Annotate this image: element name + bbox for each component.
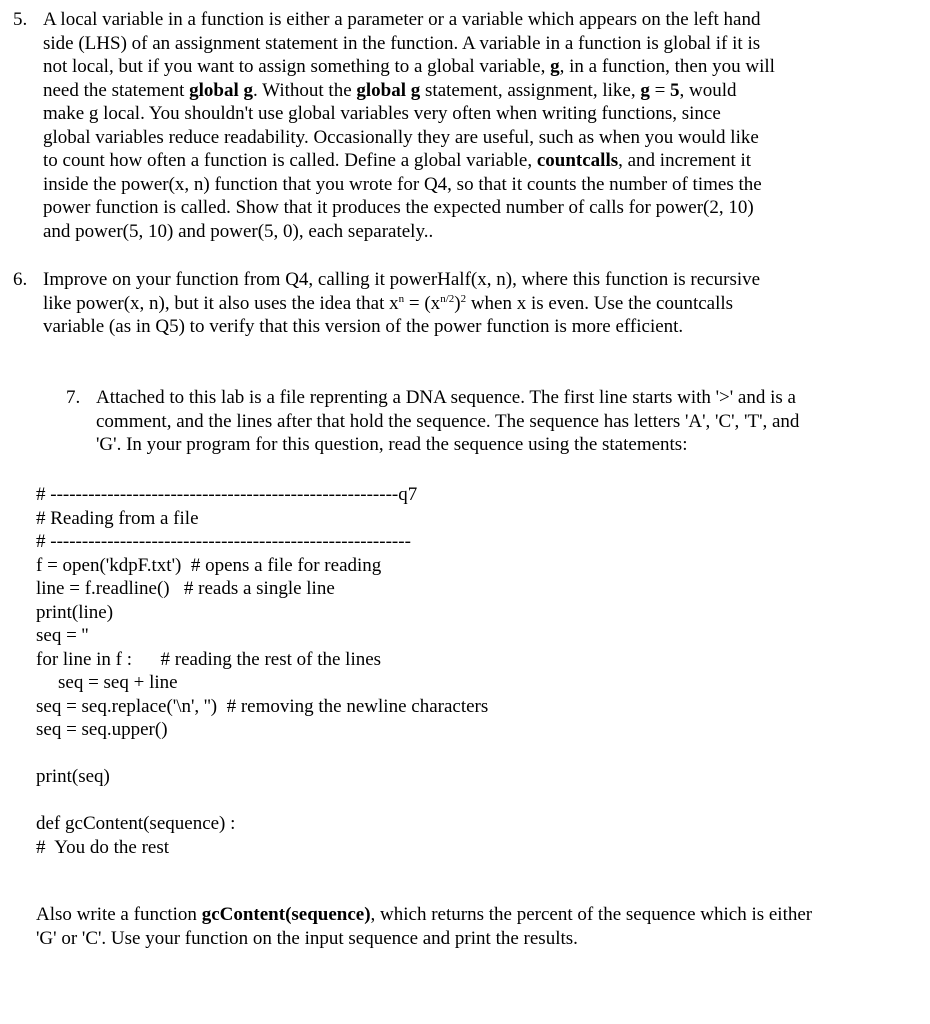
blank-line	[36, 742, 488, 766]
text-span: = (x	[404, 292, 441, 314]
text-span: when x is even. Use the countcalls	[466, 292, 734, 314]
text-span: not local, but if you want to assign something to a global variable,	[43, 56, 551, 77]
text-line: side (LHS) of an assignment statement in the function. A variable in a function is global if it is	[43, 32, 761, 54]
text-span: need the statement	[43, 79, 190, 101]
superscript: 2	[460, 292, 467, 305]
code-line: line = f.readline() # reads a single line	[36, 578, 335, 599]
question-number: 6.	[13, 269, 28, 290]
bold-term: g	[640, 79, 650, 101]
text-line: comment, and the lines after that hold the sequence. The sequence has letters 'A', 'C', 'T', and	[96, 410, 800, 432]
text-line	[36, 903, 916, 927]
text-line	[43, 292, 913, 316]
text-line: Improve on your function from Q4, calling it powerHalf(x, n), where this function is recursive	[43, 269, 761, 290]
code-line: # ---------------------------------------------------------	[36, 531, 411, 552]
code-line: print(seq)	[36, 766, 110, 787]
text-line: power function is called. Show that it produces the expected number of calls for power(2, 10)	[43, 197, 754, 218]
text-span: . Without the	[253, 79, 357, 101]
text-line: variable (as in Q5) to verify that this version of the power function is more efficient.	[43, 316, 684, 337]
bold-term: countcalls	[536, 150, 619, 171]
text-span: Also write a function	[36, 904, 202, 925]
code-line: # You do the rest	[36, 836, 170, 858]
text-line	[43, 79, 913, 103]
bold-term: global g	[356, 79, 421, 101]
bold-term: gcContent(sequence)	[201, 904, 371, 925]
text-span: like power(x, n), but it also uses the idea that x	[43, 292, 399, 314]
text-line: 'G' or 'C'. Use your function on the input sequence and print the results.	[36, 927, 578, 949]
text-line: inside the power(x, n) function that you wrote for Q4, so that it counts the number of times the	[43, 173, 762, 195]
text-line: Attached to this lab is a file reprenting a DNA sequence. The first line starts with '>' and is a	[96, 387, 796, 408]
blank-line	[36, 789, 488, 813]
question-number: 5.	[13, 9, 28, 30]
text-span: )	[454, 292, 461, 314]
text-line	[43, 55, 913, 79]
text-span: to count how often a function is called. Define a global variable,	[43, 150, 537, 171]
question-6	[13, 268, 913, 339]
question-7	[66, 386, 930, 457]
superscript: n	[398, 292, 405, 305]
text-span: , and increment it	[618, 150, 752, 171]
bold-term: g	[550, 56, 560, 77]
question-text	[43, 8, 913, 243]
text-span: , which returns the percent of the sequence which is either	[370, 904, 813, 925]
code-listing	[36, 483, 488, 859]
code-line: seq = seq.upper()	[36, 719, 168, 740]
text-span: , would	[679, 79, 737, 101]
text-span: =	[649, 79, 671, 101]
text-line: 'G'. In your program for this question, read the sequence using the statements:	[96, 434, 688, 455]
text-span: statement, assignment, like,	[420, 79, 641, 101]
code-line: for line in f : # reading the rest of the lines	[36, 648, 382, 670]
text-span: , in a function, then you will	[559, 56, 775, 77]
code-line: print(line)	[36, 601, 114, 623]
text-line: global variables reduce readability. Occasionally they are useful, such as when you would like	[43, 126, 759, 148]
text-line: make g local. You shouldn't use global variables very often when writing functions, since	[43, 103, 721, 124]
code-line: def gcContent(sequence) :	[36, 813, 236, 834]
question-5	[13, 8, 913, 243]
text-line	[43, 149, 913, 173]
text-line: A local variable in a function is either a parameter or a variable which appears on the left hand	[43, 9, 761, 30]
code-line: # -------------------------------------------------------q7	[36, 484, 418, 505]
also-instructions	[36, 903, 916, 950]
code-line: # Reading from a file	[36, 507, 199, 529]
question-text	[43, 268, 913, 339]
code-line: seq = ''	[36, 625, 89, 646]
code-line: seq = seq.replace('\n', '') # removing the newline characters	[36, 695, 489, 717]
question-number: 7.	[66, 387, 81, 408]
text-line: and power(5, 10) and power(5, 0), each separately..	[43, 220, 434, 242]
question-text	[96, 386, 930, 457]
code-line: f = open('kdpF.txt') # opens a file for reading	[36, 554, 382, 576]
bold-term: 5	[670, 79, 680, 101]
superscript: n/2	[440, 292, 455, 305]
code-line: seq = seq + line	[58, 672, 178, 693]
bold-term: global g	[189, 79, 254, 101]
